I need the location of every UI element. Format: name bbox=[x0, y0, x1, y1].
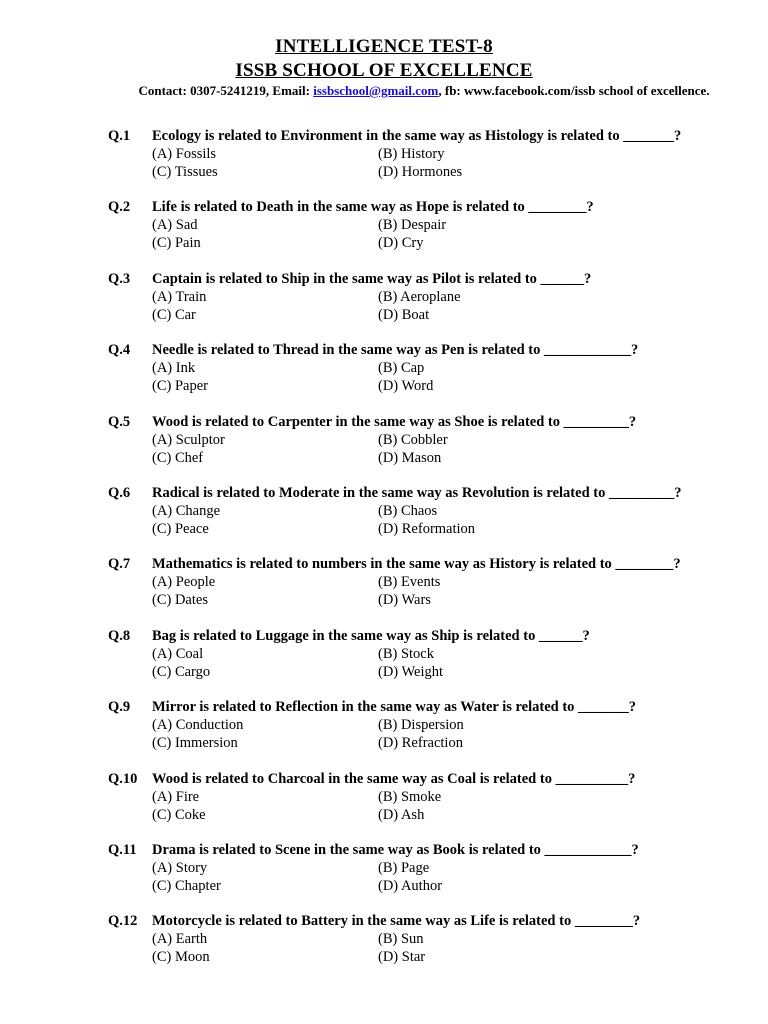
option-a: (A) Sculptor bbox=[152, 431, 225, 448]
question-text: Radical is related to Moderate in the same way as Revolution is related to _________? bbox=[152, 485, 682, 501]
question-text: Life is related to Death in the same way as Hope is related to ________? bbox=[152, 199, 594, 216]
question-line bbox=[108, 270, 728, 288]
question-line bbox=[108, 627, 728, 645]
option-c: (C) Paper bbox=[152, 378, 208, 395]
question-block bbox=[108, 770, 728, 824]
question-number: Q.5 bbox=[108, 413, 131, 430]
option-b: (B) Stock bbox=[378, 645, 434, 662]
option-d: (D) Wars bbox=[378, 592, 431, 609]
question-number: Q.10 bbox=[108, 770, 138, 787]
option-b: (B) Smoke bbox=[378, 788, 442, 805]
option-d: (D) Mason bbox=[378, 449, 442, 466]
option-b: (B) Despair bbox=[378, 217, 447, 234]
option-c: (C) Chapter bbox=[152, 878, 221, 894]
option-c: (C) Moon bbox=[152, 949, 210, 966]
question-line bbox=[108, 484, 728, 502]
option-d: (D) Star bbox=[378, 949, 426, 966]
option-c: (C) Tissues bbox=[152, 164, 218, 180]
question-block bbox=[108, 484, 728, 538]
question-text: Mathematics is related to numbers in the same way as History is related to ________? bbox=[152, 556, 681, 573]
option-b: (B) Aeroplane bbox=[378, 288, 461, 305]
question-number: Q.9 bbox=[108, 699, 131, 716]
question-line bbox=[108, 841, 728, 859]
options bbox=[152, 288, 728, 324]
question-line bbox=[108, 413, 728, 431]
contact-line bbox=[0, 83, 768, 99]
option-b: (B) Cobbler bbox=[378, 431, 448, 448]
question-block bbox=[108, 341, 728, 395]
options bbox=[152, 431, 728, 467]
question-block bbox=[108, 555, 728, 609]
question-number: Q.6 bbox=[108, 485, 131, 501]
option-d: (D) Author bbox=[378, 878, 443, 894]
options bbox=[152, 502, 728, 538]
option-c: (C) Peace bbox=[152, 521, 209, 537]
question-block bbox=[108, 841, 728, 895]
option-b: (B) Dispersion bbox=[378, 717, 464, 734]
question-number: Q.2 bbox=[108, 199, 131, 216]
option-a: (A) Train bbox=[152, 288, 207, 305]
question-line bbox=[108, 912, 728, 930]
options bbox=[152, 930, 728, 966]
question-number: Q.11 bbox=[108, 842, 137, 858]
options bbox=[152, 359, 728, 395]
option-b: (B) History bbox=[378, 146, 445, 162]
question-block bbox=[108, 413, 728, 467]
question-line bbox=[108, 555, 728, 573]
question-number: Q.3 bbox=[108, 270, 131, 287]
question-text: Motorcycle is related to Battery in the same way as Life is related to ________? bbox=[152, 913, 641, 930]
question-line bbox=[108, 198, 728, 216]
question-text: Drama is related to Scene in the same way as Book is related to ____________? bbox=[152, 842, 639, 858]
question-block bbox=[108, 270, 728, 324]
question-line bbox=[108, 770, 728, 788]
question-text: Wood is related to Carpenter in the same way as Shoe is related to _________? bbox=[152, 413, 637, 430]
option-a: (A) Coal bbox=[152, 645, 204, 662]
question-number: Q.4 bbox=[108, 342, 131, 359]
option-d: (D) Cry bbox=[378, 235, 424, 252]
option-d: (D) Hormones bbox=[378, 164, 463, 180]
option-d: (D) Weight bbox=[378, 663, 444, 680]
option-c: (C) Car bbox=[152, 306, 196, 323]
email-link[interactable]: issbschool@gmail.com bbox=[313, 83, 439, 98]
question-block bbox=[108, 698, 728, 752]
option-d: (D) Reformation bbox=[378, 521, 476, 537]
question-text: Bag is related to Luggage in the same way as Ship is related to ______? bbox=[152, 627, 590, 644]
options bbox=[152, 145, 728, 181]
question-line bbox=[108, 698, 728, 716]
question-text: Captain is related to Ship in the same way as Pilot is related to ______? bbox=[152, 270, 592, 287]
option-a: (A) People bbox=[152, 574, 216, 591]
option-c: (C) Dates bbox=[152, 592, 208, 609]
option-b: (B) Page bbox=[378, 860, 430, 876]
option-b: (B) Cap bbox=[378, 360, 425, 377]
question-number: Q.8 bbox=[108, 627, 131, 644]
options bbox=[152, 573, 728, 609]
question-block bbox=[108, 127, 728, 181]
question-text: Needle is related to Thread in the same way as Pen is related to ____________? bbox=[152, 342, 639, 359]
option-a: (A) Fossils bbox=[152, 146, 217, 162]
option-b: (B) Sun bbox=[378, 931, 424, 948]
question-number: Q.7 bbox=[108, 556, 131, 573]
question-text: Wood is related to Charcoal in the same way as Coal is related to __________? bbox=[152, 770, 636, 787]
options bbox=[152, 216, 728, 252]
option-a: (A) Earth bbox=[152, 931, 208, 948]
question-block bbox=[108, 627, 728, 681]
option-c: (C) Pain bbox=[152, 235, 201, 252]
option-a: (A) Ink bbox=[152, 360, 196, 377]
contact-suffix: , fb: www.facebook.com/issb school of excellence. bbox=[438, 83, 710, 98]
question-line bbox=[108, 341, 728, 359]
test-title: INTELLIGENCE TEST-8 bbox=[275, 36, 493, 57]
option-a: (A) Story bbox=[152, 860, 208, 876]
option-c: (C) Cargo bbox=[152, 663, 211, 680]
options bbox=[152, 645, 728, 681]
option-a: (A) Fire bbox=[152, 788, 200, 805]
option-c: (C) Immersion bbox=[152, 735, 238, 752]
options bbox=[152, 859, 728, 895]
question-number: Q.1 bbox=[108, 128, 131, 144]
option-c: (C) Chef bbox=[152, 449, 204, 466]
option-c: (C) Coke bbox=[152, 806, 206, 823]
option-a: (A) Sad bbox=[152, 217, 198, 234]
question-block bbox=[108, 198, 728, 252]
option-b: (B) Chaos bbox=[378, 503, 438, 519]
options bbox=[152, 788, 728, 824]
question-text: Ecology is related to Environment in the same way as Histology is related to _______? bbox=[152, 128, 682, 144]
option-d: (D) Boat bbox=[378, 306, 430, 323]
question-number: Q.12 bbox=[108, 913, 138, 930]
option-d: (D) Word bbox=[378, 378, 434, 395]
option-d: (D) Refraction bbox=[378, 735, 463, 752]
school-name: ISSB SCHOOL OF EXCELLENCE bbox=[235, 60, 533, 81]
question-text: Mirror is related to Reflection in the same way as Water is related to _______? bbox=[152, 699, 637, 716]
question-block bbox=[108, 912, 728, 966]
option-a: (A) Change bbox=[152, 503, 221, 519]
option-b: (B) Events bbox=[378, 574, 441, 591]
options bbox=[152, 716, 728, 752]
option-a: (A) Conduction bbox=[152, 717, 244, 734]
question-line bbox=[108, 127, 728, 145]
option-d: (D) Ash bbox=[378, 806, 425, 823]
contact-prefix: Contact: 0307-5241219, Email: bbox=[138, 83, 314, 98]
